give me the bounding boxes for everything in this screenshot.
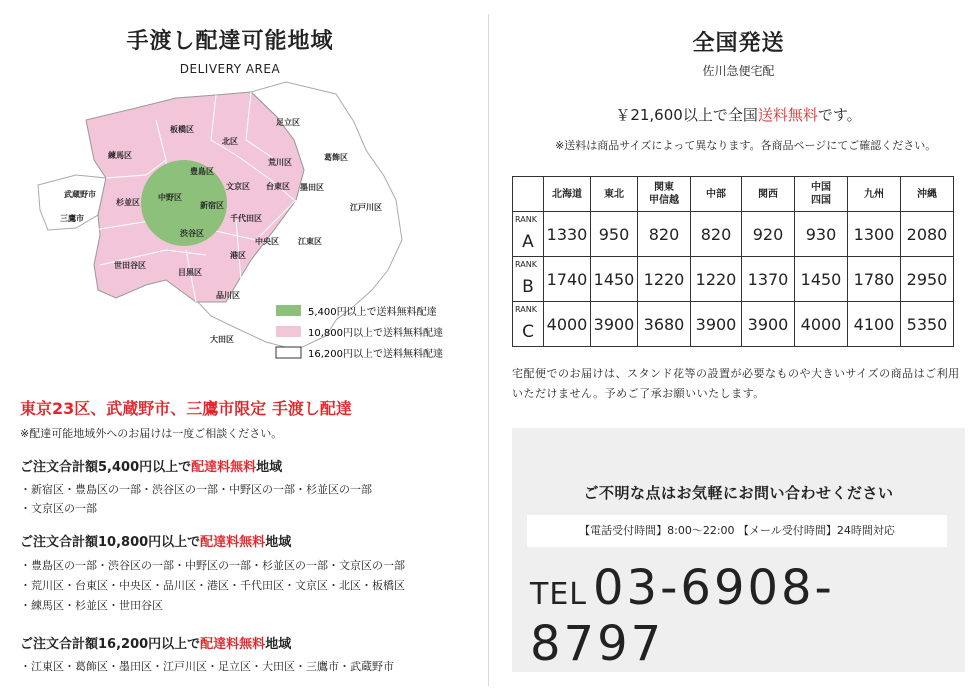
table-header-cell: 九州 bbox=[848, 177, 901, 212]
ward-label: 千代田区 bbox=[230, 214, 262, 223]
tier-area-line: ・新宿区・豊島区の一部・渋谷区の一部・中野区の一部・杉並区の一部 bbox=[20, 483, 372, 496]
table-header-cell: 中国 四国 bbox=[795, 177, 848, 212]
price-cell: 3900 bbox=[691, 302, 742, 347]
delivery-area-subtitle: DELIVERY AREA bbox=[179, 62, 281, 76]
ward-label: 三鷹市 bbox=[60, 214, 84, 223]
rank-cell: RANK B bbox=[513, 257, 544, 302]
price-cell: 2080 bbox=[901, 212, 954, 257]
contact-heading: ご不明な点はお気軽にお問い合わせください bbox=[583, 484, 894, 502]
price-cell: 1780 bbox=[848, 257, 901, 302]
price-cell: 1220 bbox=[691, 257, 742, 302]
legend-label: 16,200円以上で送料無料配達 bbox=[308, 349, 443, 360]
legend-swatch-pink bbox=[276, 326, 301, 337]
price-cell: 3900 bbox=[591, 302, 638, 347]
price-cell: 4000 bbox=[544, 302, 591, 347]
ward-label: 練馬区 bbox=[108, 151, 132, 160]
tier-title-5400: ご注文合計額5,400円以上で配達料無料地域 bbox=[20, 460, 283, 475]
tel-number: 03-6908-8797 bbox=[530, 560, 835, 672]
ward-label: 葛飾区 bbox=[324, 153, 348, 162]
tier-title-16200: ご注文合計額16,200円以上で配達料無料地域 bbox=[20, 637, 292, 652]
tier-area-line: ・荒川区・台東区・中央区・品川区・港区・千代田区・文京区・北区・板橋区 bbox=[20, 579, 405, 592]
ward-label: 中央区 bbox=[255, 237, 279, 246]
price-cell: 3900 bbox=[742, 302, 795, 347]
legend-label: 5,400円以上で送料無料配達 bbox=[308, 307, 437, 318]
price-cell: 1450 bbox=[795, 257, 848, 302]
table-row bbox=[513, 302, 954, 347]
ward-label: 足立区 bbox=[276, 118, 300, 127]
ward-label: 江東区 bbox=[298, 237, 322, 246]
contact-hours: 【電話受付時間】8:00～22:00 【メール受付時間】24時間対応 bbox=[527, 515, 947, 547]
price-cell: 1740 bbox=[544, 257, 591, 302]
ward-label: 北区 bbox=[222, 137, 238, 146]
table-row bbox=[513, 212, 954, 257]
price-cell: 1220 bbox=[638, 257, 691, 302]
ward-label: 品川区 bbox=[216, 291, 240, 300]
contact-box bbox=[512, 428, 965, 672]
ward-label: 文京区 bbox=[226, 182, 250, 191]
delivery-area-panel bbox=[0, 0, 488, 700]
price-cell: 4100 bbox=[848, 302, 901, 347]
ward-label: 世田谷区 bbox=[114, 261, 146, 270]
table-header-cell: 関西 bbox=[742, 177, 795, 212]
price-cell: 2950 bbox=[901, 257, 954, 302]
table-header-cell: 北海道 bbox=[544, 177, 591, 212]
ward-label: 渋谷区 bbox=[180, 229, 204, 238]
consult-note: ※配達可能地域外へのお届けは一度ご相談ください。 bbox=[20, 427, 283, 440]
size-note: ※送料は商品サイズによって異なります。各商品ページにてご確認ください。 bbox=[555, 139, 937, 152]
price-cell: 950 bbox=[591, 212, 638, 257]
phone-number[interactable] bbox=[530, 560, 965, 672]
ward-label: 台東区 bbox=[266, 182, 290, 191]
ward-label: 杉並区 bbox=[116, 198, 140, 207]
free-shipping-line: ￥21,600以上で全国送料無料です。 bbox=[615, 106, 862, 124]
ward-label: 新宿区 bbox=[200, 201, 224, 210]
price-cell: 930 bbox=[795, 212, 848, 257]
ward-label: 港区 bbox=[230, 251, 246, 260]
tier-area-line: ・文京区の一部 bbox=[20, 502, 97, 515]
price-cell: 920 bbox=[742, 212, 795, 257]
price-cell: 1330 bbox=[544, 212, 591, 257]
legend-label: 10,800円以上で送料無料配達 bbox=[308, 328, 443, 339]
table-header-cell: 沖縄 bbox=[901, 177, 954, 212]
ward-label: 荒川区 bbox=[268, 158, 292, 167]
table-header-row bbox=[513, 177, 954, 212]
price-cell: 1450 bbox=[591, 257, 638, 302]
delivery-restriction-note: 宅配便でのお届けは、スタンド花等の設置が必要なものや大きいサイズの商品はご利用いただけません。予めご了承お願いいたします。 bbox=[512, 367, 960, 400]
nationwide-title: 全国発送 bbox=[692, 31, 785, 56]
table-header-cell: 関東 甲信越 bbox=[638, 177, 691, 212]
ward-label: 板橋区 bbox=[170, 125, 194, 134]
price-cell: 1370 bbox=[742, 257, 795, 302]
price-cell: 1300 bbox=[848, 212, 901, 257]
delivery-area-title: 手渡し配達可能地域 bbox=[126, 29, 334, 54]
tier-title-10800: ご注文合計額10,800円以上で配達料無料地域 bbox=[20, 535, 292, 550]
tier-area-line: ・江東区・葛飾区・墨田区・江戸川区・足立区・大田区・三鷹市・武蔵野市 bbox=[20, 660, 394, 673]
nationwide-shipping-panel bbox=[497, 0, 980, 700]
ward-label: 目黒区 bbox=[178, 268, 202, 277]
price-cell: 3680 bbox=[638, 302, 691, 347]
table-corner-cell bbox=[513, 177, 544, 212]
rank-cell: RANK C bbox=[513, 302, 544, 347]
price-cell: 4000 bbox=[795, 302, 848, 347]
table-header-cell: 中部 bbox=[691, 177, 742, 212]
ward-label: 大田区 bbox=[210, 335, 234, 344]
price-cell: 820 bbox=[691, 212, 742, 257]
table-header-cell: 東北 bbox=[591, 177, 638, 212]
ward-label: 中野区 bbox=[158, 193, 182, 202]
tokyo-delivery-map bbox=[36, 80, 476, 376]
rank-cell: RANK A bbox=[513, 212, 544, 257]
table-row bbox=[513, 257, 954, 302]
price-cell: 820 bbox=[638, 212, 691, 257]
column-divider bbox=[488, 14, 489, 686]
hand-delivery-headline: 東京23区、武蔵野市、三鷹市限定 手渡し配達 bbox=[20, 399, 352, 418]
ward-label: 墨田区 bbox=[300, 183, 324, 192]
tier-area-line: ・練馬区・杉並区・世田谷区 bbox=[20, 599, 163, 612]
ward-label: 武蔵野市 bbox=[64, 190, 96, 199]
ward-label: 江戸川区 bbox=[350, 203, 382, 212]
tier-area-line: ・豊島区の一部・渋谷区の一部・中野区の一部・杉並区の一部・文京区の一部 bbox=[20, 559, 405, 572]
price-cell: 5350 bbox=[901, 302, 954, 347]
tel-label: TEL bbox=[530, 577, 587, 612]
legend-swatch-green bbox=[276, 305, 301, 316]
ward-label: 豊島区 bbox=[190, 167, 214, 176]
legend-swatch-white bbox=[276, 347, 301, 358]
shipping-rate-table bbox=[512, 176, 954, 347]
carrier-name: 佐川急便宅配 bbox=[702, 64, 775, 78]
